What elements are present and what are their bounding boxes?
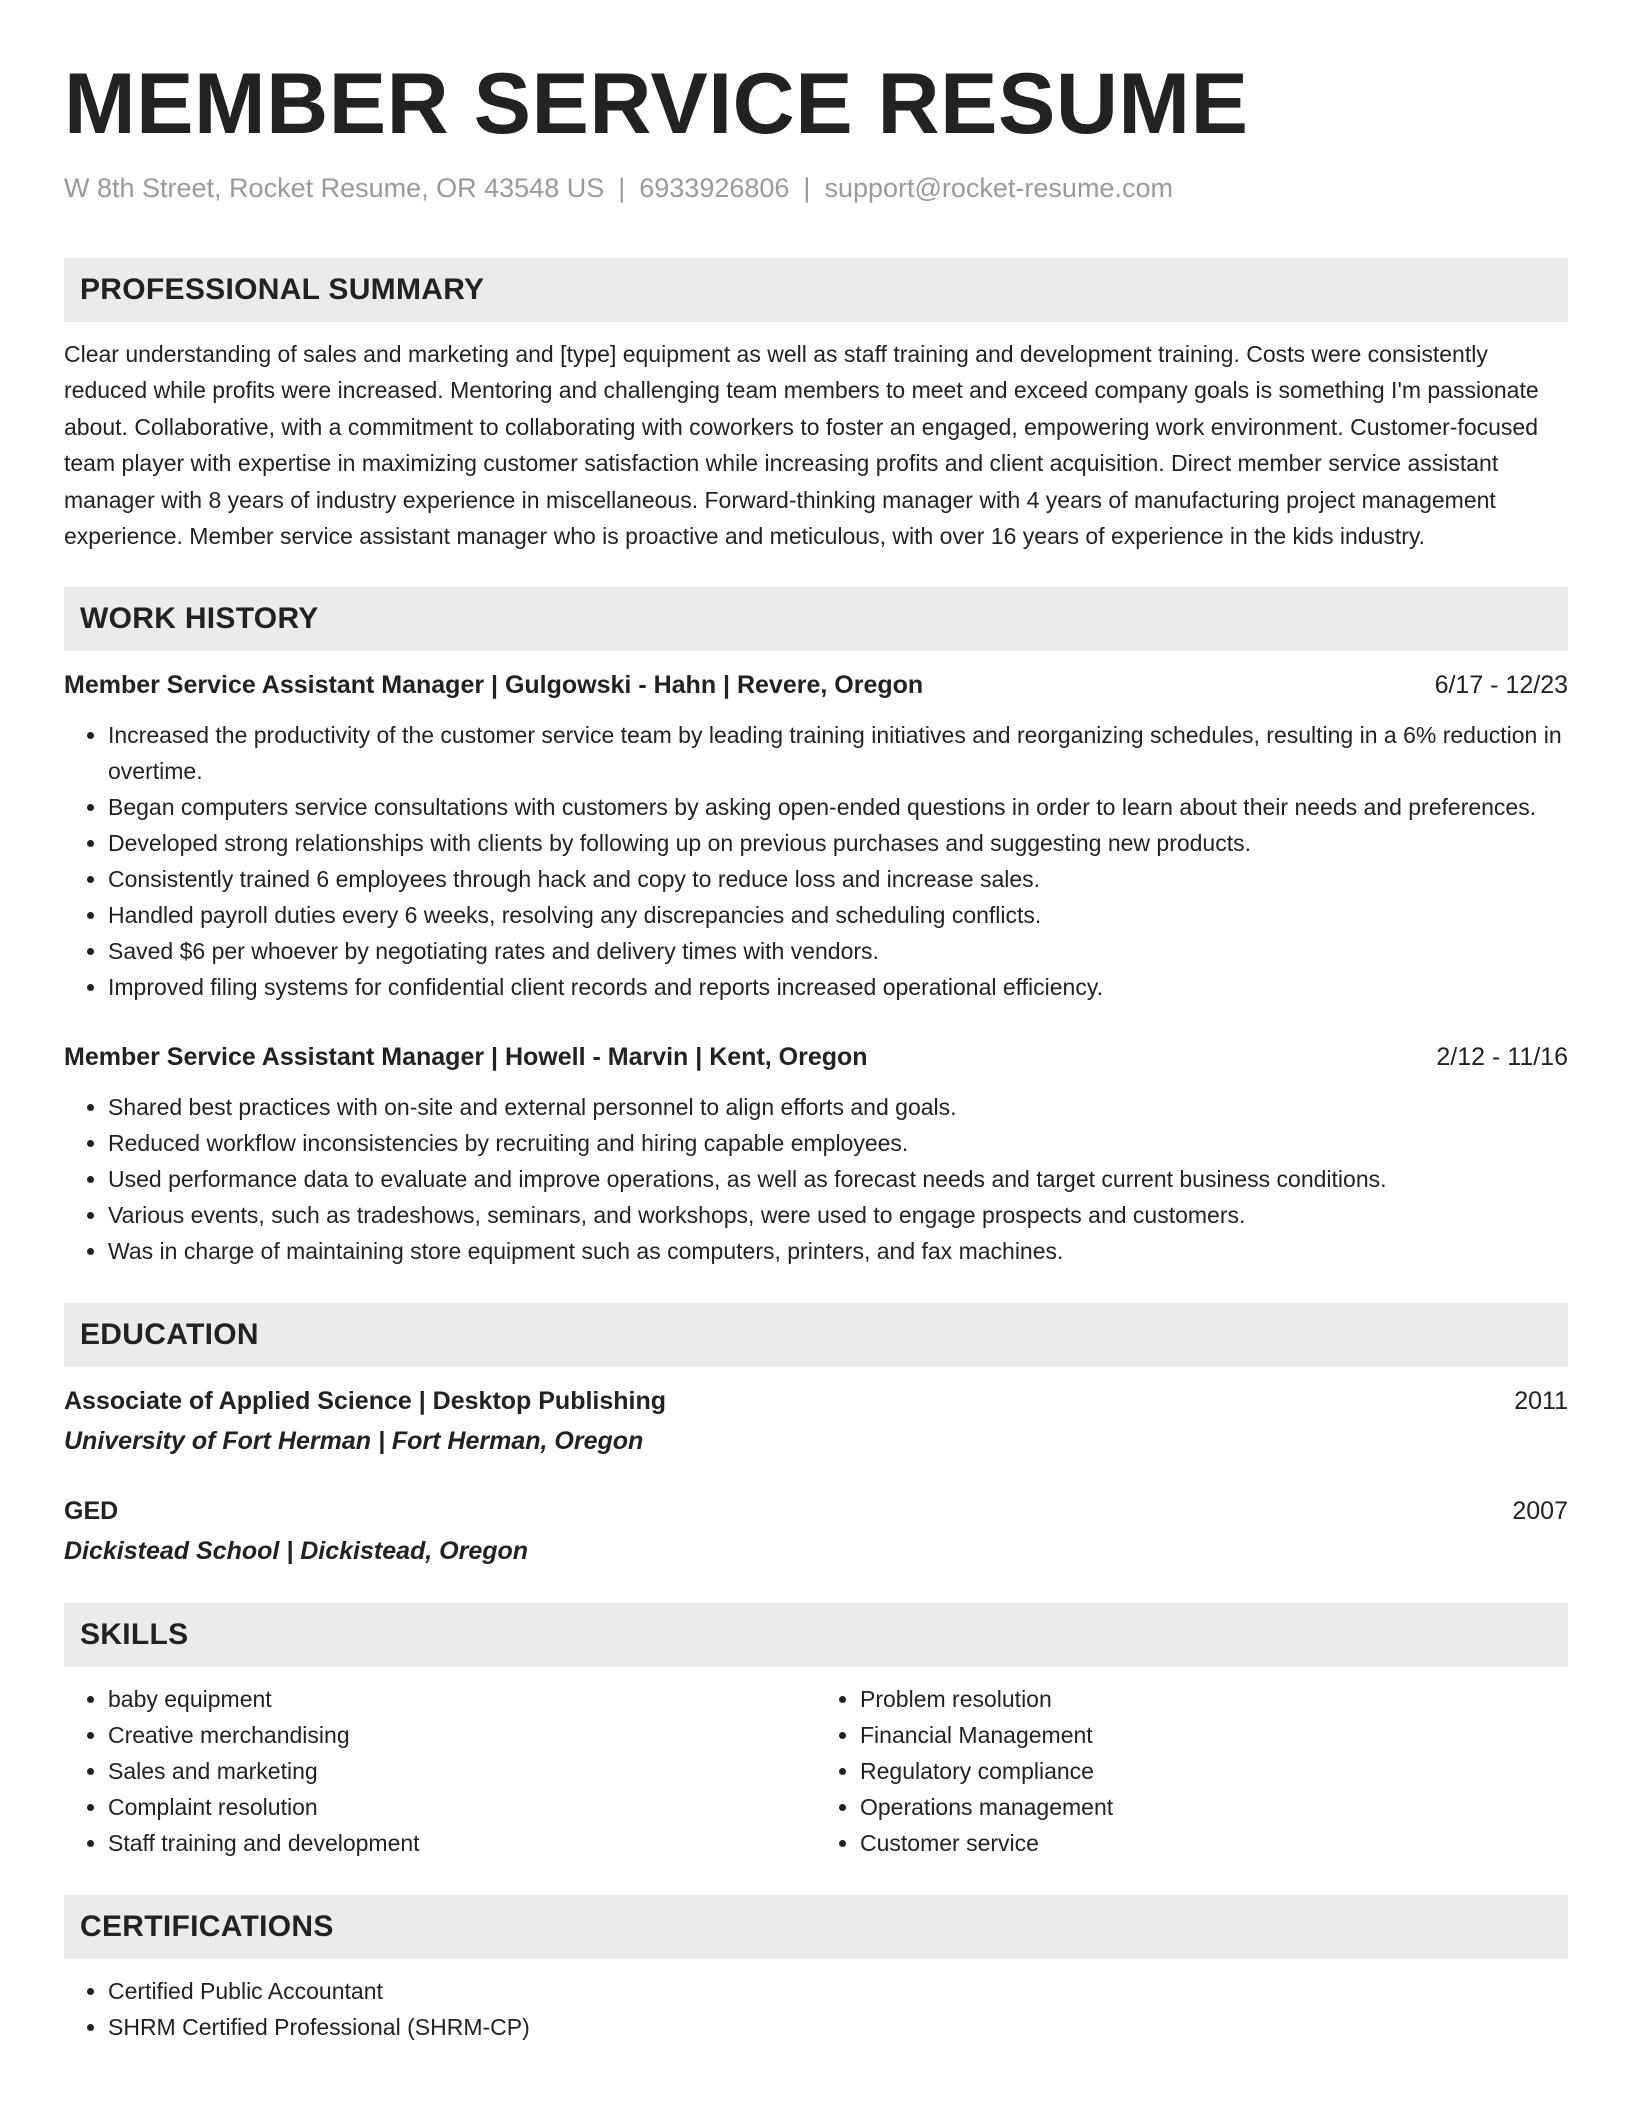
section-heading-skills: SKILLS xyxy=(64,1603,1568,1667)
job-title: Member Service Assistant Manager | Howell - Marvin | Kent, Oregon xyxy=(64,1043,868,1072)
skills-list xyxy=(64,1681,1568,1861)
contact-separator: | xyxy=(618,173,626,203)
job-entry xyxy=(64,1039,1568,1269)
job-bullets xyxy=(64,717,1568,1005)
job-header xyxy=(64,667,1568,703)
education-year: 2007 xyxy=(1512,1497,1568,1526)
education-school: Dickistead School | Dickistead, Oregon xyxy=(64,1537,529,1566)
job-bullet: • Used performance data to evaluate and improve operations, as well as forecast needs and target current business conditions. xyxy=(108,1161,1568,1197)
skill-item: • Staff training and development xyxy=(108,1825,816,1861)
contact-line xyxy=(64,170,1568,206)
education-school: University of Fort Herman | Fort Herman, Oregon xyxy=(64,1427,644,1456)
job-bullets xyxy=(64,1089,1568,1269)
job-bullet: • Various events, such as tradeshows, seminars, and workshops, were used to engage prospects and customers. xyxy=(108,1197,1568,1233)
section-heading-work-history: WORK HISTORY xyxy=(64,587,1568,651)
education-degree: Associate of Applied Science | Desktop Publishing xyxy=(64,1387,667,1416)
job-bullet: • Was in charge of maintaining store equipment such as computers, printers, and fax machines. xyxy=(108,1233,1568,1269)
job-dates: 2/12 - 11/16 xyxy=(1436,1043,1568,1072)
job-entry xyxy=(64,667,1568,1005)
section-heading-summary: PROFESSIONAL SUMMARY xyxy=(64,258,1568,322)
certifications-list xyxy=(64,1973,1568,2045)
contact-address: W 8th Street, Rocket Resume, OR 43548 US xyxy=(64,173,605,203)
skills-column-left xyxy=(64,1681,816,1861)
skills-column-right xyxy=(816,1681,1568,1861)
section-heading-education: EDUCATION xyxy=(64,1303,1568,1367)
skill-item: • Sales and marketing xyxy=(108,1753,816,1789)
education-entry xyxy=(64,1493,1568,1569)
skill-item: • Customer service xyxy=(860,1825,1568,1861)
certification-item: • Certified Public Accountant xyxy=(108,1973,1568,2009)
resume-title: MEMBER SERVICE RESUME xyxy=(64,56,1249,152)
contact-email: support@rocket-resume.com xyxy=(824,173,1173,203)
job-dates: 6/17 - 12/23 xyxy=(1434,671,1568,700)
job-bullet: • Began computers service consultations with customers by asking open-ended questions in order to learn about their needs and preferences. xyxy=(108,789,1568,825)
skill-item: • Financial Management xyxy=(860,1717,1568,1753)
skill-item: • Complaint resolution xyxy=(108,1789,816,1825)
job-bullet: • Reduced workflow inconsistencies by recruiting and hiring capable employees. xyxy=(108,1125,1568,1161)
section-heading-certifications: CERTIFICATIONS xyxy=(64,1895,1568,1959)
education-header xyxy=(64,1383,1568,1419)
summary-text: Clear understanding of sales and marketing and [type] equipment as well as staff training and development training. Costs were consistently reduced while profits were increased. Mentoring and challenging team members to meet and exceed company goals is something I'm passionate about. Collaborative, with a commitment to collaborating with coworkers to foster an engaged, empowering work environment. Customer-focused team player with expertise in maximizing customer satisfaction while increasing profits and client acquisition. Direct member service assistant manager with 8 years of industry experience in miscellaneous. Forward-thinking manager with 4 years of manufacturing project management experience. Member service assistant manager who is proactive and meticulous, with over 16 years of experience in the kids industry. xyxy=(64,341,1539,550)
job-bullet: • Consistently trained 6 employees through hack and copy to reduce loss and increase sales. xyxy=(108,861,1568,897)
job-bullet: • Improved filing systems for confidential client records and reports increased operational efficiency. xyxy=(108,969,1568,1005)
job-bullet: • Developed strong relationships with clients by following up on previous purchases and suggesting new products. xyxy=(108,825,1568,861)
education-year: 2011 xyxy=(1514,1387,1568,1416)
job-bullet: • Saved $6 per whoever by negotiating rates and delivery times with vendors. xyxy=(108,933,1568,969)
skill-item: • baby equipment xyxy=(108,1681,816,1717)
job-bullet: • Increased the productivity of the customer service team by leading training initiatives and reorganizing schedules, resulting in a 6% reduction in overtime. xyxy=(108,717,1568,789)
skill-item: • Problem resolution xyxy=(860,1681,1568,1717)
contact-separator: | xyxy=(803,173,811,203)
job-bullet: • Handled payroll duties every 6 weeks, resolving any discrepancies and scheduling conflicts. xyxy=(108,897,1568,933)
certification-item: • SHRM Certified Professional (SHRM-CP) xyxy=(108,2009,1568,2045)
job-bullet: • Shared best practices with on-site and external personnel to align efforts and goals. xyxy=(108,1089,1568,1125)
contact-phone: 6933926806 xyxy=(639,173,790,203)
education-degree: GED xyxy=(64,1497,119,1526)
job-title: Member Service Assistant Manager | Gulgowski - Hahn | Revere, Oregon xyxy=(64,671,924,700)
education-entry xyxy=(64,1383,1568,1459)
skill-item: • Operations management xyxy=(860,1789,1568,1825)
education-header xyxy=(64,1493,1568,1529)
job-header xyxy=(64,1039,1568,1075)
skill-item: • Regulatory compliance xyxy=(860,1753,1568,1789)
skill-item: • Creative merchandising xyxy=(108,1717,816,1753)
